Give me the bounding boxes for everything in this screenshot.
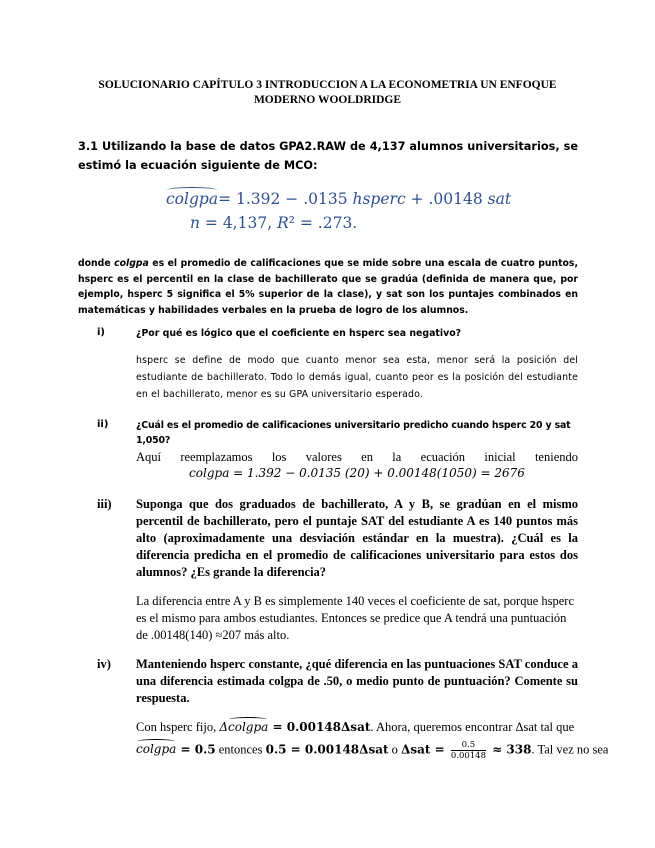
equation-rhs2: + .00148 (405, 190, 488, 208)
equation-r: R (277, 214, 289, 232)
desc-post: es el promedio de calificaciones que se mide sobre una escala de cuatro puntos, hsperc es el percentil en la clase de bachillerato que se gradúa (definida de manera que, por ejemplo, hsperc 5 significa el 5% superior de la clase), y sat son los puntajes combinados en matemáticas y habilidades verbales en la prueba de logro de los alumnos. (78, 258, 578, 316)
item-iv-answer-line-1 (136, 719, 578, 736)
regression-equation (166, 190, 511, 208)
iv2-frac-num: 0.5 (451, 740, 486, 751)
iv-hat: colgpa (228, 720, 269, 734)
iv-c: . Ahora, queremos encontrar Δsat tal que (370, 720, 575, 734)
item-i-answer: hsperc se define de modo que cuanto menor sea esta, menor será la posición del estudiante de bachillerato. Todo lo demás igual, cuanto peor es la posición del estudiante en el bachillerato, menor es su GPA universitario esperado. (136, 355, 578, 400)
iv2-a: = 0.5 (176, 742, 216, 757)
desc-var: colgpa (114, 258, 149, 269)
iv2-frac-den: 0.00148 (450, 751, 486, 761)
document-title (80, 78, 575, 108)
item-iv-question: Manteniendo hsperc constante, ¿qué diferencia en las puntuaciones SAT conduce a una diferencia estimada colgpa de .50, o medio punto de puntuación? Comente su respuesta. (136, 657, 578, 705)
iv-b: = 0.00148Δsat (268, 720, 371, 734)
item-ii-formula: colgpa = 1.392 − 0.0135 (20) + 0.00148(1050) = 2676 (189, 466, 525, 480)
iv2-f: ≈ 338 (488, 742, 532, 757)
item-i-question: ¿Por qué es lógico que el coeficiente en hsperc sea negativo? (136, 328, 462, 339)
iv-delta: Δ (219, 720, 228, 734)
question-number: 3.1 (78, 140, 99, 153)
iv2-hat: colgpa (136, 742, 177, 757)
item-ii-answer-line: Aquí reemplazamos los valores en la ecuación inicial teniendo (136, 450, 578, 464)
item-iii-label: iii) (97, 497, 112, 511)
equation-n-value: = 4,137, (199, 214, 278, 232)
equation-rhs: = 1.392 − .0135 (218, 190, 353, 208)
item-ii-question: ¿Cuál es el promedio de calificaciones universitario predicho cuando hsperc 20 y sat 1,050? (136, 420, 571, 446)
item-iii-answer: La diferencia entre A y B es simplemente 140 veces el coeficiente de sat, porque hsperc es el mismo para ambos estudiantes. Entonces se predice que A tendrá una puntuación de .00148(140) ≈207 más alto. (136, 594, 575, 642)
variable-description (78, 256, 578, 318)
equation-r2-value: ² = .273. (288, 214, 358, 232)
iv2-g: . Tal vez no sea (531, 742, 609, 757)
question-text: Utilizando la base de datos GPA2.RAW de 4,137 alumnos universitarios, se estimó la ecuación siguiente de MCO: (78, 140, 579, 172)
equation-sample-info (190, 214, 357, 232)
equation-lhs: colgpa (166, 190, 219, 208)
desc-pre: donde (78, 258, 115, 269)
item-iv-label: iv) (97, 657, 111, 671)
iv2-c: 0.5 = 0.00148Δsat (265, 742, 389, 757)
item-ii-label: ii) (97, 419, 109, 430)
item-iii-question: Suponga que dos graduados de bachillerato, A y B, se gradúan en el mismo percentil de bachillerato, pero el puntaje SAT del estudiante A es 140 puntos más alto (aproximadamente una desviación estándar en la muestra). ¿Cuál es la diferencia predicha en el promedio de calificaciones universitario para estos dos alumnos? ¿Es grande la diferencia? (136, 497, 578, 579)
equation-n: n (190, 214, 200, 232)
item-i-label: i) (97, 327, 105, 338)
iv2-fraction (451, 740, 486, 761)
question-heading (78, 137, 578, 175)
equation-var2: sat (487, 190, 512, 208)
iv2-d: o (388, 742, 402, 757)
iv-a: Con hsperc fijo, (136, 720, 220, 734)
item-iv-answer-line-2 (136, 740, 609, 761)
equation-var1: hsperc (352, 190, 406, 208)
item-ii-answer-math (136, 465, 578, 482)
iv2-e: Δsat = (401, 742, 449, 757)
title-line-1: SOLUCIONARIO CAPÍTULO 3 INTRODUCCION A LA ECONOMETRIA UN ENFOQUE (98, 79, 557, 91)
title-line-2: MODERNO WOOLDRIDGE (253, 94, 402, 106)
iv2-b: entonces (215, 742, 266, 757)
